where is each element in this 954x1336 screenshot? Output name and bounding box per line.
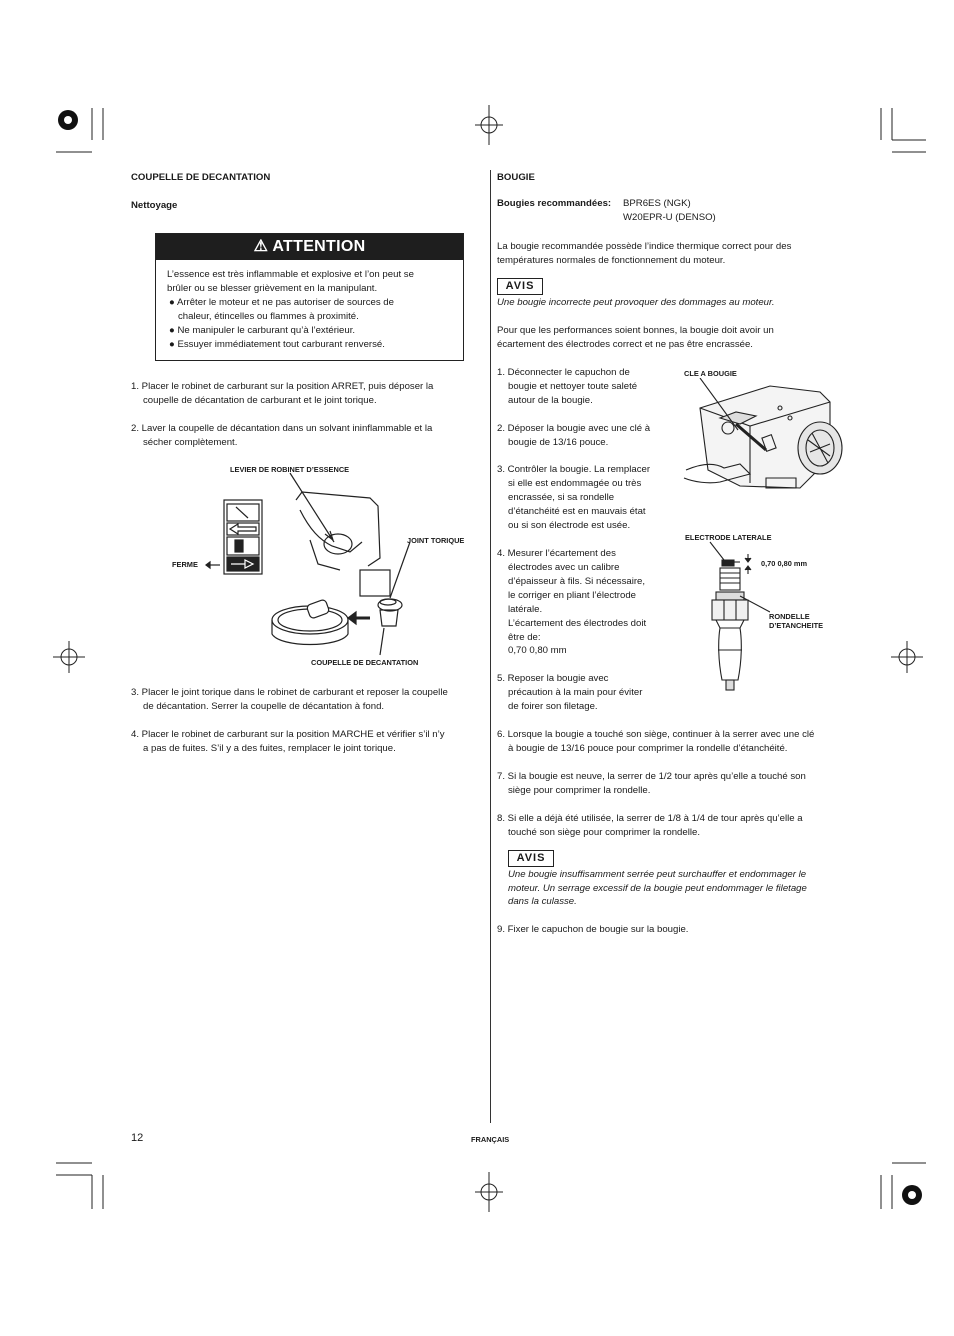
label-closed: FERME [172, 560, 198, 569]
notice-2-l1: Une bougie insuffisamment serrée peut surchauffer et endommager le [508, 869, 807, 880]
warning-bullet-1: ● Arrêter le moteur et ne pas autoriser de sources de [169, 297, 394, 308]
step-4-line-2: a pas de fuites. S’il y a des fuites, remplacer le joint torique. [143, 743, 396, 754]
warning-bullet-1-text: Arrêter le moteur et ne pas autoriser de sources de [176, 297, 394, 308]
warning-box [155, 233, 464, 361]
step-1-line-2: coupelle de décantation de carburant et le joint torique. [143, 395, 377, 406]
engine-wrench-illustration [680, 378, 850, 500]
plug-step-4-l7: être de: [508, 632, 541, 643]
warning-intro-1: L’essence est très inflammable et explosive et l’on peut se [167, 269, 414, 280]
notice-label-2: AVIS [508, 850, 554, 867]
plug-step-4-l8: 0,70 0,80 mm [508, 645, 567, 656]
para1-line-2: températures normales de fonctionnement du moteur. [497, 255, 726, 266]
plug-step-4-l4: le corriger en pliant l’électrode [508, 590, 636, 601]
para1-line-1: La bougie recommandée possède l’indice thermique correct pour des [497, 241, 792, 252]
section-heading-spark-plug: BOUGIE [497, 172, 535, 183]
label-sediment-cup: COUPELLE DE DECANTATION [311, 658, 419, 667]
step-3-line-2: de décantation. Serrer la coupelle de décantation à fond. [143, 701, 385, 712]
plug-step-6-l2: à bougie de 13/16 pouce pour comprimer la rondelle d’étanchéité. [508, 743, 788, 754]
plug-step-5-l3: de foirer son filetage. [508, 701, 598, 712]
plug-step-2-l1: 2. Déposer la bougie avec une clé à [497, 423, 651, 434]
notice-1-text: Une bougie incorrecte peut provoquer des dommages au moteur. [497, 297, 775, 308]
plug-step-5-l2: précaution à la main pour éviter [508, 687, 643, 698]
label-gap: 0,70 0,80 mm [761, 559, 808, 568]
warning-triangle-icon: ⚠ [253, 238, 269, 255]
footer-language: FRANÇAIS [471, 1135, 510, 1144]
subheading-cleaning: Nettoyage [131, 200, 178, 211]
plug-step-4-l5: latérale. [508, 604, 543, 615]
plug-step-4-l3: d’épaisseur à fils. Si nécessaire, [508, 576, 646, 587]
plug-step-6-l1: 6. Lorsque la bougie a touché son siège, continuer à la serrer avec une clé [497, 729, 815, 740]
warning-bullet-2-text: Ne manipuler le carburant qu’à l’extérieur. [177, 325, 356, 336]
label-fuel-lever: LEVIER DE ROBINET D’ESSENCE [230, 465, 350, 474]
plug-step-9: 9. Fixer le capuchon de bougie sur la bougie. [497, 924, 689, 935]
plug-step-3-l5: ou si son électrode est usée. [508, 520, 631, 531]
label-side-electrode: ELECTRODE LATERALE [685, 533, 772, 542]
spark-plug-illustration [700, 540, 770, 692]
warning-bullet-2: ● Ne manipuler le carburant qu’à l’extérieur. [169, 325, 356, 336]
warning-bullet-1-cont: chaleur, étincelles ou flammes à proximité. [178, 311, 359, 322]
recommended-plug-1: BPR6ES (NGK) [623, 198, 691, 209]
label-washer-2: D’ETANCHEITE [769, 621, 824, 630]
page-number: 12 [131, 1132, 144, 1144]
para2-line-1: Pour que les performances soient bonnes, la bougie doit avoir un [497, 325, 774, 336]
step-2-line-1: 2. Laver la coupelle de décantation dans un solvant ininflammable et la [131, 423, 433, 434]
plug-step-4-l6: L’écartement des électrodes doit [508, 618, 647, 629]
label-washer-1: RONDELLE [769, 612, 810, 621]
notice-2-l2: moteur. Un serrage excessif de la bougie peut endommager le filetage [508, 883, 807, 894]
notice-2-l3: dans la culasse. [508, 896, 577, 907]
plug-step-1-l1: 1. Déconnecter le capuchon de [497, 367, 630, 378]
plug-step-8-l1: 8. Si elle a déjà été utilisée, la serrer de 1/8 à 1/4 de tour après qu’elle a [497, 813, 803, 824]
recommended-plug-2: W20EPR-U (DENSO) [623, 212, 716, 223]
step-2-line-2: sécher complètement. [143, 437, 238, 448]
para2-line-2: écartement des électrodes correct et ne pas être encrassée. [497, 339, 753, 350]
label-plug-wrench: CLE A BOUGIE [684, 369, 737, 378]
recommended-label: Bougies recommandées: [497, 198, 612, 209]
notice-label-1: AVIS [497, 278, 543, 295]
plug-step-7-l1: 7. Si la bougie est neuve, la serrer de 1/2 tour après qu’elle a touché son [497, 771, 806, 782]
fuel-valve-illustration [200, 470, 460, 660]
label-o-ring: JOINT TORIQUE [407, 536, 465, 545]
plug-step-3-l2: si elle est endommagée ou très [508, 478, 642, 489]
plug-step-4-l2: électrodes avec un calibre [508, 562, 620, 573]
plug-step-2-l2: bougie de 13/16 pouce. [508, 437, 609, 448]
warning-bullet-3: ● Essuyer immédiatement tout carburant renversé. [169, 339, 385, 350]
plug-step-3-l4: d’étanchéité est en mauvais état [508, 506, 646, 517]
plug-step-5-l1: 5. Reposer la bougie avec [497, 673, 609, 684]
plug-step-1-l2: bougie et nettoyer toute saleté [508, 381, 638, 392]
plug-step-4-l1: 4. Mesurer l’écartement des [497, 548, 616, 559]
plug-step-8-l2: touché son siège pour comprimer la rondelle. [508, 827, 700, 838]
warning-intro-2: brûler ou se blesser grièvement en la manipulant. [167, 283, 378, 294]
warning-title-bar [156, 234, 463, 260]
column-divider [490, 170, 491, 1123]
plug-step-3-l3: encrassée, si sa rondelle [508, 492, 615, 503]
plug-step-1-l3: autour de la bougie. [508, 395, 593, 406]
step-4-line-1: 4. Placer le robinet de carburant sur la position MARCHE et vérifier s’il n’y [131, 729, 445, 740]
step-1-line-1: 1. Placer le robinet de carburant sur la position ARRET, puis déposer la [131, 381, 434, 392]
plug-step-7-l2: siège pour comprimer la rondelle. [508, 785, 651, 796]
section-heading-decantation: COUPELLE DE DECANTATION [131, 172, 271, 183]
warning-bullet-3-text: Essuyer immédiatement tout carburant renversé. [177, 339, 385, 350]
plug-step-3-l1: 3. Contrôler la bougie. La remplacer [497, 464, 651, 475]
warning-title: ATTENTION [272, 238, 366, 255]
step-3-line-1: 3. Placer le joint torique dans le robinet de carburant et reposer la coupelle [131, 687, 448, 698]
